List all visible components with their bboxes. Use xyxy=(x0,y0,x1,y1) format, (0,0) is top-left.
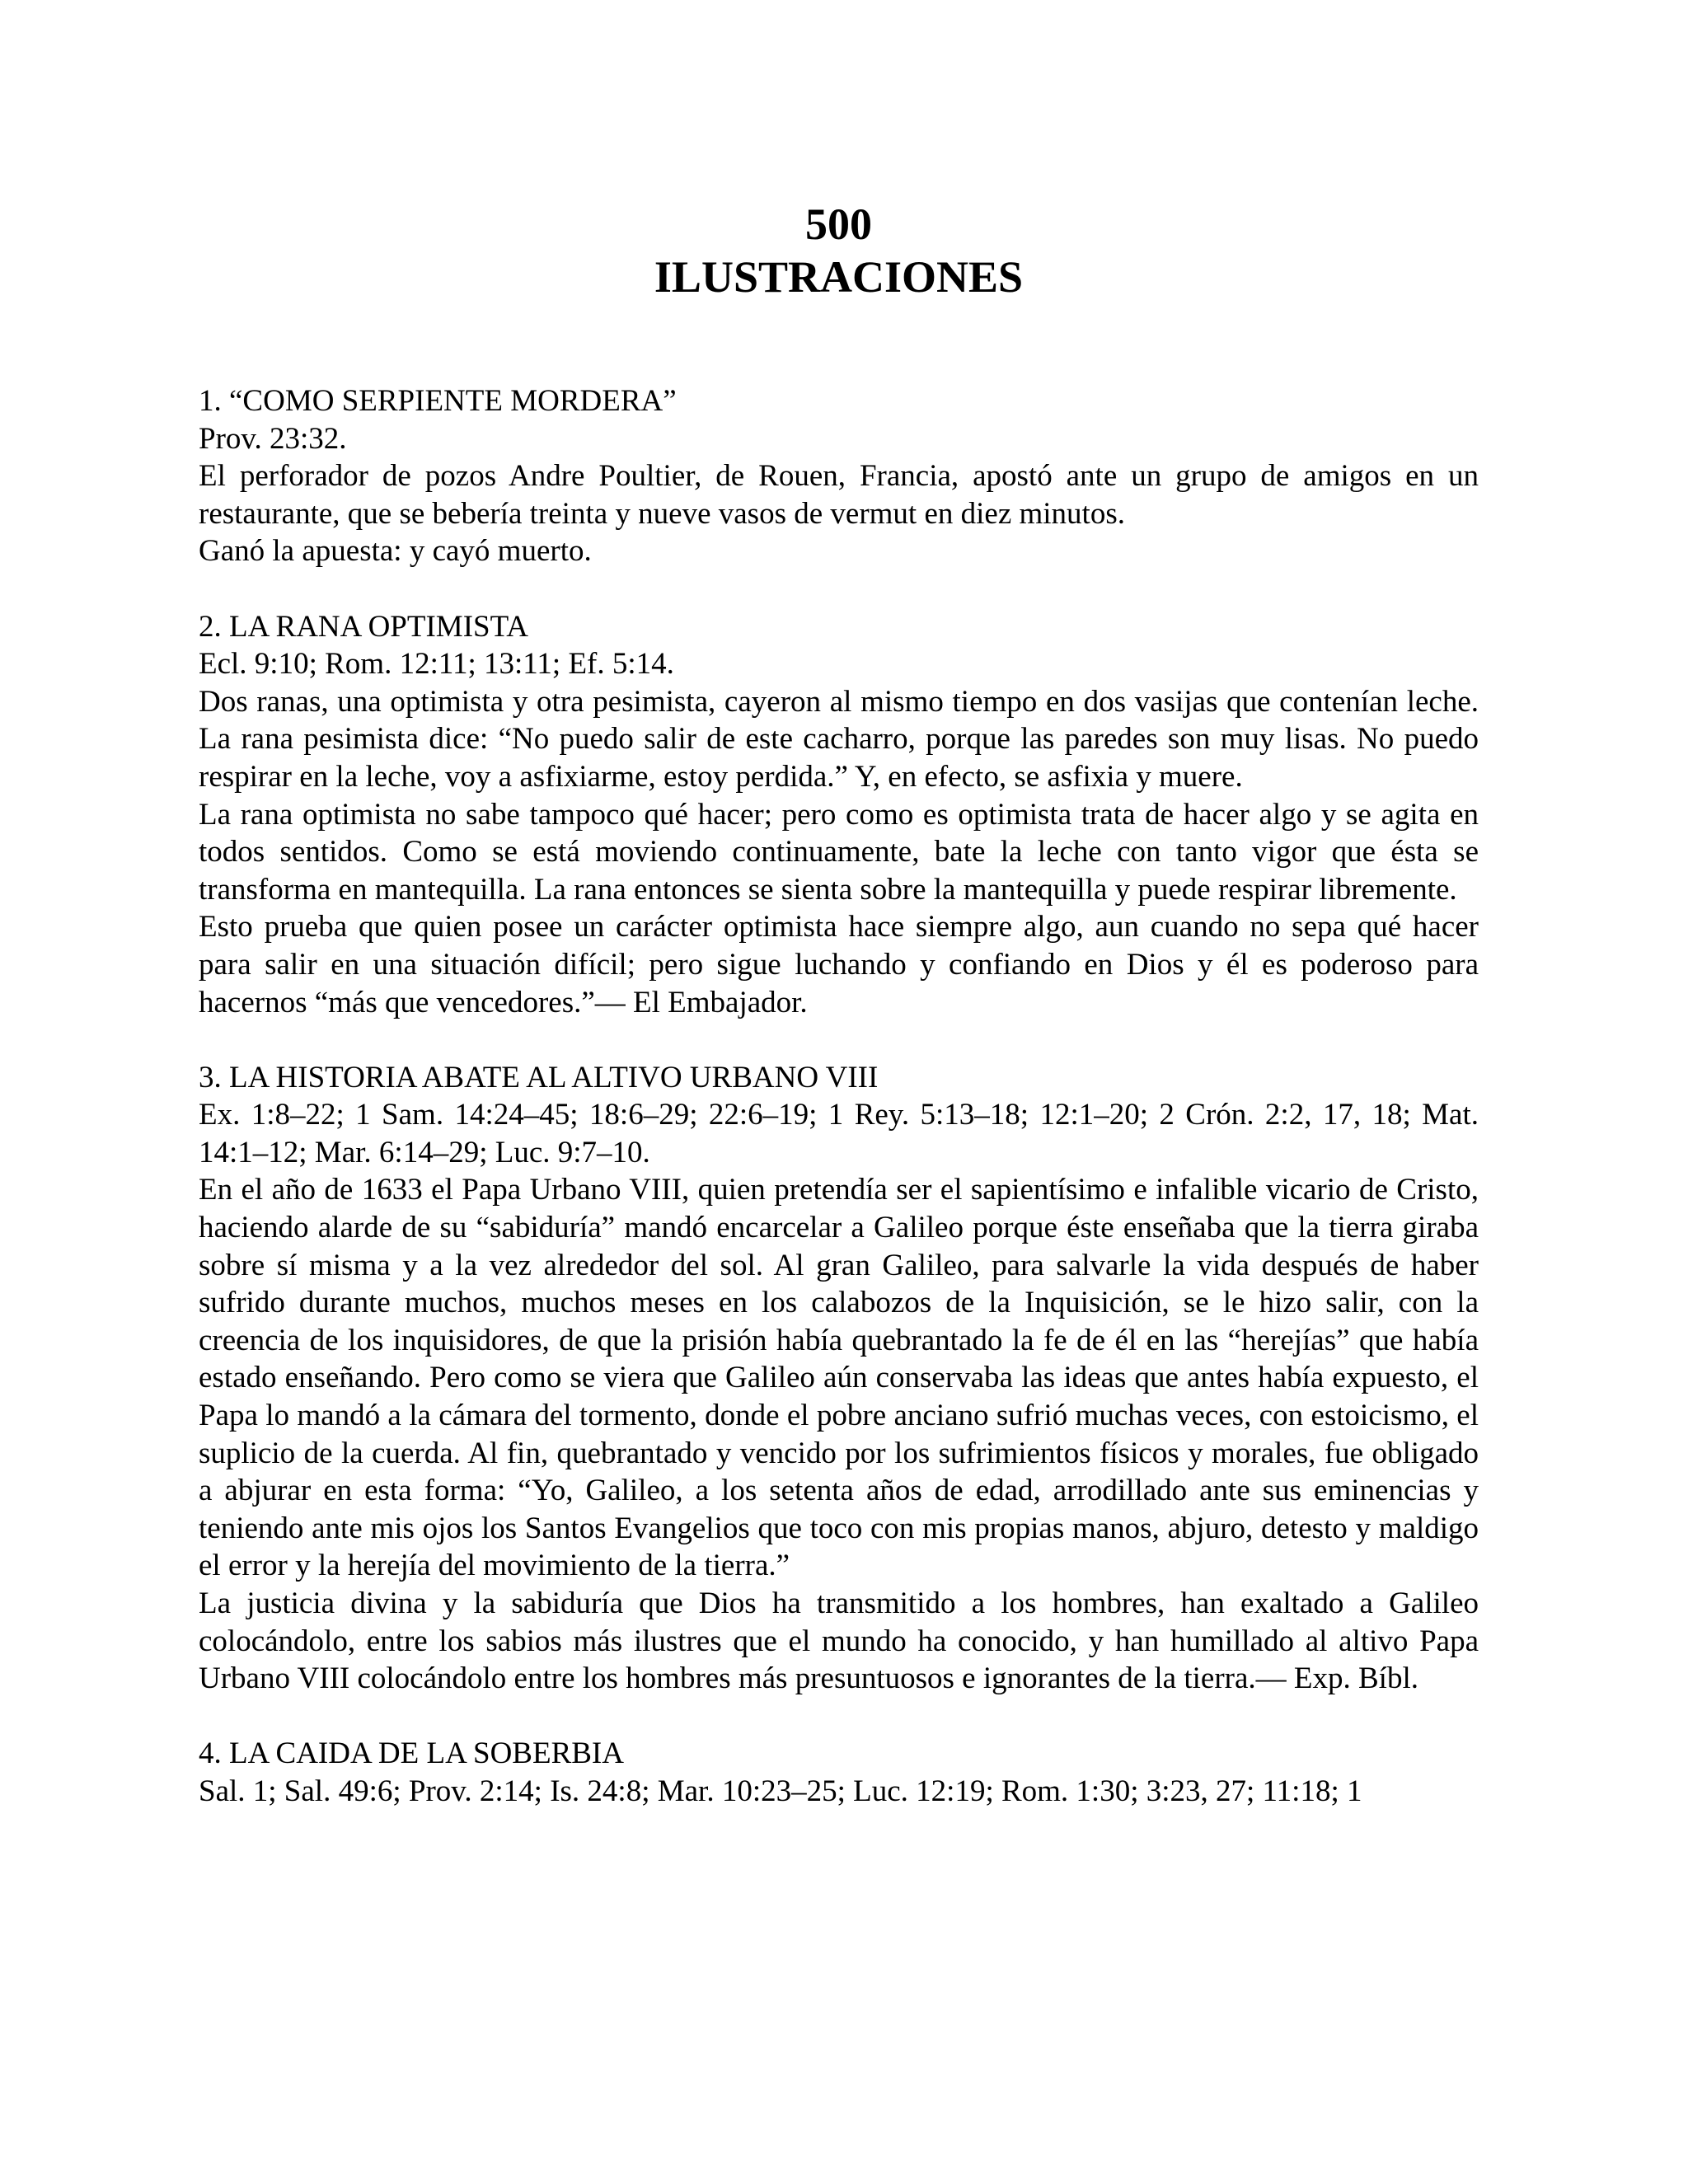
section-heading: 1. “COMO SERPIENTE MORDERA” xyxy=(199,384,677,418)
scripture-refs: Sal. 1; Sal. 49:6; Prov. 2:14; Is. 24:8; Mar. 10:23–25; Luc. 12:19; Rom. 1:30; 3:23, 27; 11:18; 1 xyxy=(199,1774,1362,1808)
section-heading: 2. LA RANA OPTIMISTA xyxy=(199,609,528,644)
paragraph: El perforador de pozos Andre Poultier, de Rouen, Francia, apostó ante un grupo de amigos en un restaurante, que se bebería treinta y nueve vasos de vermut en diez minutos. xyxy=(199,459,1479,531)
scripture-refs: Ex. 1:8–22; 1 Sam. 14:24–45; 18:6–29; 22:6–19; 1 Rey. 5:13–18; 12:1–20; 2 Crón. 2:2, 17, 18; Mat. 14:1–12; Mar. 6:14–29; Luc. 9:7–10. xyxy=(199,1098,1479,1169)
title-text: ILUSTRACIONES xyxy=(654,252,1024,302)
paragraph: La rana optimista no sabe tampoco qué hacer; pero como es optimista trata de hacer algo y se agita en todos sentidos. Como se está moviendo continuamente, bate la leche con tanto vigor que ésta se transforma en mantequilla. La rana entonces se sienta sobre la mantequilla y puede respirar libremente. xyxy=(199,797,1479,907)
scripture-refs: Prov. 23:32. xyxy=(199,421,347,456)
title-number: 500 xyxy=(805,199,872,249)
illustration-4 xyxy=(199,1735,1479,1810)
illustration-3 xyxy=(199,1059,1479,1698)
paragraph: Ganó la apuesta: y cayó muerto. xyxy=(199,534,592,569)
paragraph: Dos ranas, una optimista y otra pesimista, cayeron al mismo tiempo en dos vasijas que contenían leche. La rana pesimista dice: “No puedo salir de este cacharro, porque las paredes son muy lisas. No puedo respirar en la leche, voy a asfixiarme, estoy perdida.” Y, en efecto, se asfixia y muere. xyxy=(199,684,1479,794)
document-title xyxy=(199,198,1479,303)
section-heading: 4. LA CAIDA DE LA SOBERBIA xyxy=(199,1736,624,1771)
paragraph: La justicia divina y la sabiduría que Dios ha transmitido a los hombres, han exaltado a Galileo colocándolo, entre los sabios más ilustres que el mundo ha conocido, y han humillado al altivo Papa Urbano VIII colocándolo entre los hombres más presuntuosos e ignorantes de la tierra.— Exp. Bíbl. xyxy=(199,1586,1479,1696)
section-heading: 3. LA HISTORIA ABATE AL ALTIVO URBANO VIII xyxy=(199,1060,879,1094)
paragraph: En el año de 1633 el Papa Urbano VIII, quien pretendía ser el sapientísimo e infalible vicario de Cristo, haciendo alarde de su “sabiduría” mandó encarcelar a Galileo porque éste enseñaba que la tierra giraba sobre sí misma y a la vez alrededor del sol. Al gran Galileo, para salvarle la vida después de haber sufrido durante muchos, muchos meses en los calabozos de la Inquisición, se le hizo salir, con la creencia de los inquisidores, de que la prisión había quebrantado la fe de él en las “herejías” que había estado enseñando. Pero como se viera que Galileo aún conservaba las ideas que antes había expuesto, el Papa lo mandó a la cámara del tormento, donde el pobre anciano sufrió muchas veces, con estoicismo, el suplicio de la cuerda. Al fin, quebrantado y vencido por los sufrimientos físicos y morales, fue obligado a abjurar en esta forma: “Yo, Galileo, a los setenta años de edad, arrodillado ante sus eminencias y teniendo ante mis ojos los Santos Evangelios que toco con mis propias manos, abjuro, detesto y maldigo el error y la herejía del movimiento de la tierra.” xyxy=(199,1173,1479,1583)
document-body xyxy=(199,382,1479,1811)
illustration-1 xyxy=(199,382,1479,570)
document-page xyxy=(199,198,1479,1811)
paragraph: Esto prueba que quien posee un carácter optimista hace siempre algo, aun cuando no sepa qué hacer para salir en una situación difícil; pero sigue luchando y confiando en Dios y él es poderoso para hacernos “más que vencedores.”— El Embajador. xyxy=(199,910,1479,1019)
scripture-refs: Ecl. 9:10; Rom. 12:11; 13:11; Ef. 5:14. xyxy=(199,647,674,682)
illustration-2 xyxy=(199,608,1479,1022)
